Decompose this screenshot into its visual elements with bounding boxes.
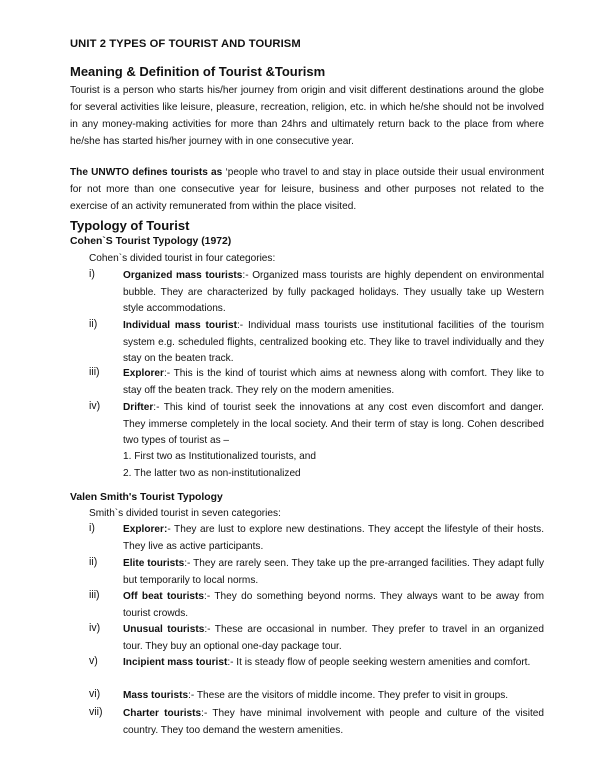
list-number: vii)	[89, 706, 103, 718]
list-number: iii)	[89, 366, 100, 378]
list-text	[123, 366, 544, 399]
list-text	[123, 268, 544, 318]
list-desc: :- It is steady flow of people seeking western amenities and comfort.	[227, 657, 531, 668]
list-term: Charter tourists	[123, 708, 202, 719]
list-text	[123, 400, 544, 450]
unwto-lead: The UNWTO defines tourists as	[70, 167, 223, 178]
list-text	[123, 706, 544, 739]
unwto-definition	[70, 164, 544, 215]
list-term: Explorer	[123, 368, 164, 379]
typology-heading: Typology of Tourist	[70, 218, 190, 233]
cohen-heading: Cohen`S Tourist Typology (1972)	[70, 236, 232, 247]
list-term: Incipient mass tourist	[123, 657, 228, 668]
list-desc: :- Individual mass tourists use institutional facilities of the tourism system e.g. scheduled flights, centralized booking etc. They like to travel individually and they stay on the beaten track.	[123, 320, 544, 364]
list-term: Elite tourists	[123, 558, 185, 569]
unwto-text: ‘people who travel to and stay in place outside their usual environment for not more than one consecutive year for leisure, business and other purposes not related to the exercise of an activity remunerated from within the place visited.	[70, 167, 544, 212]
list-number: ii)	[89, 556, 98, 568]
list-desc: :- This is the kind of tourist which aims at newness along with comfort. They like to stay off the beaten track. They rely on the modern amenities.	[123, 368, 544, 396]
cohen-subpoint-2: 2. The latter two as non-institutionalized	[123, 468, 301, 479]
list-number: i)	[89, 522, 95, 534]
unit-title: UNIT 2 TYPES OF TOURIST AND TOURISM	[70, 38, 301, 50]
list-text	[123, 318, 544, 368]
list-text	[123, 589, 544, 622]
list-desc: :- Organized mass tourists are highly dependent on environmental bubble. They are characterized by fully packaged holidays. They usually take up Western style accommodations.	[123, 270, 545, 314]
list-text	[123, 556, 544, 589]
list-number: vi)	[89, 688, 101, 700]
list-term: Off beat tourists	[123, 591, 205, 602]
list-text	[123, 622, 544, 655]
list-desc: :- These are occasional in number. They prefer to travel in an organized tour. They buy an optional one-day package tour.	[123, 624, 544, 652]
list-text	[123, 688, 544, 705]
list-text	[123, 522, 544, 555]
meaning-heading: Meaning & Definition of Tourist &Tourism	[70, 64, 326, 79]
list-number: iv)	[89, 400, 101, 412]
list-desc: :- This kind of tourist seek the innovations at any cost even discomfort and danger. They immerse completely in the local society. And their term of stay is long. Cohen described two types of tourist as –	[123, 402, 544, 446]
list-number: ii)	[89, 318, 98, 330]
list-desc: :- They have minimal involvement with people and culture of the visited country. They too demand the western amenities.	[123, 708, 545, 736]
cohen-subpoint-1: 1. First two as Institutionalized tourists, and	[123, 451, 316, 462]
list-number: i)	[89, 268, 95, 280]
tourist-definition: Tourist is a person who starts his/her journey from origin and visit different destinations around the globe for several activities like leisure, pleasure, recreation, religion, etc. in which he/she should not be involved in any money-making activities for more than 24hrs and ultimately return back to the place from where he/she has started his/her journey with in one consecutive year.	[70, 85, 544, 147]
smith-intro: Smith`s divided tourist in seven categories:	[89, 508, 281, 519]
list-desc: :- These are the visitors of middle income. They prefer to visit in groups.	[188, 690, 509, 701]
list-number: iv)	[89, 622, 101, 634]
list-number: iii)	[89, 589, 100, 601]
list-term: Organized mass tourists	[123, 270, 243, 281]
list-desc: - They are lust to explore new destinations. They accept the lifestyle of their hosts. They live as active participants.	[123, 524, 544, 552]
smith-heading: Valen Smith's Tourist Typology	[70, 492, 223, 503]
list-term: Individual mass tourist	[123, 320, 237, 331]
cohen-intro: Cohen`s divided tourist in four categories:	[89, 253, 276, 264]
list-desc: :- They do something beyond norms. They always want to be away from tourist crowds.	[123, 591, 545, 619]
list-desc: :- They are rarely seen. They take up the pre-arranged facilities. They adapt fully but temporarily to local norms.	[123, 558, 544, 586]
list-number: v)	[89, 655, 98, 667]
list-term: Unusual tourists	[123, 624, 205, 635]
list-term: Mass tourists	[123, 690, 189, 701]
list-text	[123, 655, 544, 672]
list-term: Explorer:	[123, 524, 168, 535]
list-term: Drifter	[123, 402, 154, 413]
